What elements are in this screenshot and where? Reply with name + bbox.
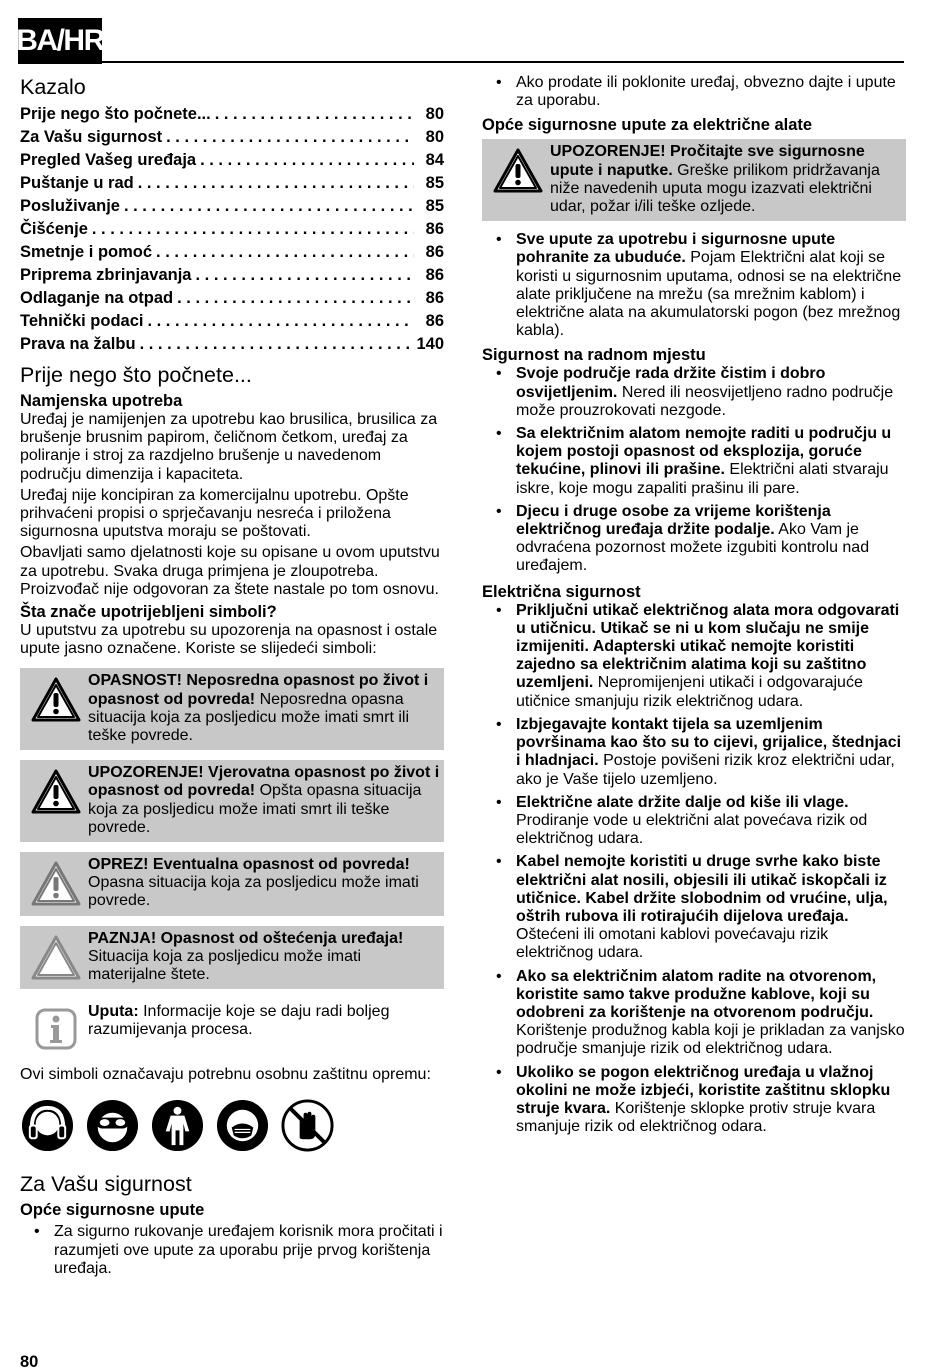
warning-text: Opšta opasna situacija koja za posljedicu može imati smrt ili teške povrede. <box>88 782 422 836</box>
list-item <box>482 716 906 789</box>
toc-entry-label: Odlaganje na otpad <box>20 289 174 307</box>
power-warning-label: UPOZORENJE! Pročitajte sve sigurnosne upute i naputke. <box>550 143 865 179</box>
general-safety-list <box>20 1223 444 1278</box>
no-gloves-icon <box>280 1098 335 1153</box>
intended-use-paragraph-3: Obavljati samo djelatnosti koje su opisane u ovom uputstvu za upotrebu. Svaka druga primjena je zloupotreba. Proizvođač nije odgovoran za štete nastale po tom osnovu. <box>20 544 440 598</box>
list-item-bold: Sa električnim alatom nemojte raditi u području u kojem postoji opasnost od eksplozija, goruće tekućine, plinovi ili prašine. <box>516 425 892 479</box>
toc-title: Kazalo <box>20 75 86 99</box>
toc-entry <box>20 218 444 241</box>
attention-label: PAZNJA! Opasnost od oštećenja uređaja! <box>88 929 404 947</box>
toc-entry-page: 86 <box>425 266 444 284</box>
list-item-bold: Djecu i druge osobe za vrijeme korištenja električnog uređaja držite podalje. <box>516 502 831 539</box>
attention-box <box>20 926 444 990</box>
safety-title: Za Vašu sigurnost <box>20 1172 192 1197</box>
list-item: • Za sigurno rukovanje uređajem korisnik mora pročitati i razumjeti ove upute za uporabu prije prvog korištenja uređaja. <box>20 1223 444 1278</box>
toc-leader-dots <box>156 241 414 264</box>
caution-label: OPREZ! Eventualna opasnost od povreda! <box>88 856 410 874</box>
power-warning-text: Greške prilikom pridržavanja niže navedenih uputa mogu izazvati električni udar, požar i/ili teške ozljede. <box>550 161 880 216</box>
left-column <box>20 74 444 1283</box>
language-tab <box>18 18 102 64</box>
toc-entry-label: Tehnički podaci <box>20 312 144 330</box>
toc-entry <box>20 241 444 264</box>
before-title: Prije nego što počnete... <box>20 363 252 387</box>
toc-entry-page: 80 <box>425 105 444 123</box>
toc-entry <box>20 126 444 149</box>
power-tools-heading: Opće sigurnosne upute za električne alate <box>482 116 813 135</box>
list-item-bold: Električne alate držite dalje od kiše ili vlage. <box>516 793 849 811</box>
toc-entry <box>20 149 444 172</box>
list-item-text: Ako Vam je odvraćena pozornost možete izgubiti kontrolu nad uređajem. <box>516 521 870 575</box>
list-item <box>482 968 906 1059</box>
warning-icon <box>486 143 550 216</box>
eye-protection-icon <box>85 1098 140 1153</box>
toc-entry-page: 86 <box>425 312 444 330</box>
caution-text: Opasna situacija koja za posljedicu može imati povrede. <box>88 874 419 910</box>
toc-entry <box>20 195 444 218</box>
toc-entry <box>20 333 444 356</box>
workplace-heading: Sigurnost na radnom mjestu <box>482 346 706 365</box>
symbols-intro: U uputstvu za upotrebu su upozorenja na opasnost i ostale upute jasno označene. Koriste se slijedeći simboli: <box>20 622 438 658</box>
toc-entry-label: Smetnje i pomoć <box>20 243 153 261</box>
header-rule <box>18 61 904 63</box>
dust-mask-icon <box>215 1098 270 1153</box>
list-item <box>482 231 906 340</box>
list-item <box>482 853 906 962</box>
page-number: 80 <box>20 1353 39 1371</box>
toc-leader-dots <box>124 195 414 218</box>
toc-entry-label: Prava na žalbu <box>20 335 136 353</box>
toc-entry-page: 86 <box>425 289 444 307</box>
list-item-bold: Ako sa električnim alatom radite na otvorenom, koristite samo takve produžne kablove, koji su odobreni za korištenje na otvorenom području. <box>516 967 877 1021</box>
toc-entry <box>20 103 444 126</box>
info-box <box>20 999 444 1056</box>
list-item-text: Korištenje produžnog kabla koji je prikladan za vanjsko područje smanjuje rizik od električnog udara. <box>516 1022 905 1058</box>
intended-use-heading: Namjenska upotreba <box>20 392 183 410</box>
toc-entry <box>20 172 444 195</box>
caution-box <box>20 852 444 916</box>
toc-leader-dots <box>138 172 414 195</box>
intended-use-paragraph-2: Uređaj nije koncipiran za komercijalnu upotrebu. Opšte prihvaćeni propisi o sprječavanju nesreća i priložena sigurnosna uputstva moraju se poštovati. <box>20 486 409 541</box>
ppe-icons <box>20 1098 444 1153</box>
list-item: • Ako prodate ili poklonite uređaj, obvezno dajte i upute za uporabu. <box>482 74 906 110</box>
toc-leader-dots <box>215 103 414 126</box>
toc-leader-dots <box>166 126 414 149</box>
ppe-intro: Ovi simboli označavaju potrebnu osobnu zaštitnu opremu: <box>20 1066 431 1084</box>
danger-text: Neposredna opasna situacija koja za posljedicu može imati smrt ili teške povrede. <box>88 690 409 745</box>
list-item-bold: Ukoliko se pogon električnog uređaja u vlažnoj okolini ne može izbjeći, koristite zaštitnu sklopku struje kvara. <box>516 1063 891 1117</box>
toc-leader-dots <box>196 264 415 287</box>
list-item-text: Električni alati stvaraju iskre, koje mogu zapaliti prašinu ili pare. <box>516 461 889 497</box>
toc-entry-page: 140 <box>416 335 444 353</box>
toc-leader-dots <box>92 218 414 241</box>
list-item-bold: Kabel nemojte koristiti u druge svrhe kako biste električni alat nosili, objesili ili utikač iskopčali iz utičnice. Kabel držite slobodnim od vrućine, ulja, oštrih rubova ili rotirajućih dijelova uređaja. <box>516 853 888 925</box>
toc-entry-label: Priprema zbrinjavanja <box>20 266 192 284</box>
power-tools-list <box>482 231 906 340</box>
list-item <box>482 1064 906 1137</box>
electrical-heading: Električna sigurnost <box>482 582 641 601</box>
table-of-contents <box>20 103 444 356</box>
toc-entry-label: Za Vašu sigurnost <box>20 128 163 146</box>
list-item-text: Oštećeni ili omotani kablovi povećavaju rizik električnog udara. <box>516 926 829 962</box>
ear-protection-icon <box>20 1098 75 1153</box>
electrical-list <box>482 602 906 1137</box>
list-item-text: Prodiranje vode u električni alat povećava rizik od električnog udara. <box>516 811 868 848</box>
danger-label: OPASNOST! Neposredna opasnost po život i opasnost od povreda! <box>88 672 429 708</box>
toc-entry-page: 84 <box>425 151 444 169</box>
info-text: Informacije koje se daju radi boljeg razumijevanja procesa. <box>88 1003 390 1039</box>
list-item-bold: Priključni utikač električnog alata mora odgovarati u utičnicu. Utikač se ni u kom slučaju ne smije izmijeniti. Adapterski utikač nemojte koristiti zajedno sa električnim alatima koji su zaštitno uzemljeni. <box>516 601 900 692</box>
general-safety-heading: Opće sigurnosne upute <box>20 1201 205 1220</box>
attention-icon <box>24 930 88 985</box>
toc-entry-label: Čišćenje <box>20 220 88 238</box>
list-item-text: Nered ili neosvijetljeno radno područje može prouzrokovati nezgode. <box>516 383 894 419</box>
toc-entry-page: 86 <box>425 220 444 238</box>
warning-icon <box>24 764 88 837</box>
language-code: BA/HR <box>16 24 104 57</box>
symbols-heading: Šta znače upotrijebljeni simboli? <box>20 603 277 622</box>
list-item-text: Postoje povišeni rizik kroz električni udar, ako je Vaše tijelo uzemljeno. <box>516 752 895 788</box>
info-icon <box>24 1003 88 1051</box>
toc-leader-dots <box>177 287 414 310</box>
toc-entry-page: 86 <box>425 243 444 261</box>
toc-entry-page: 85 <box>425 197 444 215</box>
toc-leader-dots <box>140 333 413 356</box>
info-label: Uputa: <box>88 1003 139 1021</box>
toc-entry-page: 85 <box>425 174 444 192</box>
list-item <box>482 365 906 420</box>
toc-entry-label: Puštanje u rad <box>20 174 134 192</box>
list-item <box>482 602 906 711</box>
danger-box <box>20 668 444 750</box>
toc-leader-dots <box>147 310 414 333</box>
general-safety-list-continued <box>482 74 906 110</box>
toc-entry-label: Prije nego što počnete... <box>20 105 211 123</box>
warning-box <box>20 760 444 842</box>
list-item-bold: Sve upute za upotrebu i sigurnosne upute pohranite za ubuduće. <box>516 231 836 267</box>
list-item-text: Nepromijenjeni utikači i odgovarajuće utičnice smanjuju rizik električnog udara. <box>516 674 863 710</box>
toc-leader-dots <box>200 149 414 172</box>
toc-entry-label: Pregled Vašeg uređaja <box>20 151 197 169</box>
intended-use-paragraph-1: Uređaj je namijenjen za upotrebu kao brusilica, brusilica za brušenje brusnim papirom, čeličnom četkom, uređaj za poliranje i stroj za razdjelno brušenje u navedenom području dimenzija i kapaciteta. <box>20 411 438 483</box>
workplace-list <box>482 365 906 575</box>
protective-clothing-icon <box>150 1098 205 1153</box>
list-item <box>482 794 906 849</box>
list-item <box>482 503 906 576</box>
attention-text: Situacija koja za posljedicu može imati materijalne štete. <box>88 947 362 984</box>
power-tools-warning-box <box>482 139 906 221</box>
list-item-text: Korištenje sklopke protiv struje kvara smanjuje rizik od električnog odara. <box>516 1099 876 1136</box>
danger-icon <box>24 672 88 745</box>
warning-label: UPOZORENJE! Vjerovatna opasnost po život i opasnost od povreda! <box>88 764 440 800</box>
toc-entry-page: 80 <box>425 128 444 146</box>
toc-entry <box>20 264 444 287</box>
list-item-text: Pojam Električni alat koji se koristi u sigurnosnim uputama, odnosi se na električne alate priključene na mrežu (sa mrežnim kablom) i električne alata na akumulatorski pogon (bez mrežnog kabla). <box>516 249 902 340</box>
list-item <box>482 425 906 498</box>
caution-icon <box>24 856 88 911</box>
toc-entry <box>20 287 444 310</box>
list-item-bold: Svoje područje rada držite čistim i dobro osvijetljenim. <box>516 365 826 401</box>
toc-entry-label: Posluživanje <box>20 197 120 215</box>
right-column <box>482 74 906 1141</box>
toc-entry <box>20 310 444 333</box>
list-item-bold: Izbjegavajte kontakt tijela sa uzemljenim površinama kao što su to cijevi, grijalice, štednjaci i hladnjaci. <box>516 715 902 770</box>
